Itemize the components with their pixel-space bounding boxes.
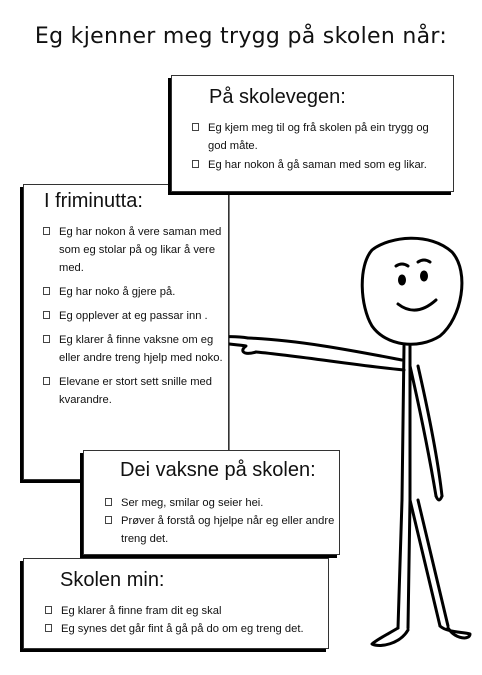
- checkbox-icon[interactable]: [105, 498, 112, 506]
- page-title: Eg kjenner meg trygg på skolen når:: [34, 24, 448, 49]
- checkbox-icon[interactable]: [43, 377, 50, 385]
- list-item: Eg klarer å finne fram dit eg skal: [45, 602, 325, 620]
- checkbox-icon[interactable]: [43, 287, 50, 295]
- list-item: Ser meg, smilar og seier hei.: [105, 494, 335, 512]
- list-item: Elevane er stort sett snille med kvarandre.: [43, 373, 225, 409]
- checkbox-icon[interactable]: [192, 123, 199, 131]
- checkbox-icon[interactable]: [192, 160, 199, 168]
- list-item: Eg synes det går fint å gå på do om eg treng det.: [45, 620, 325, 638]
- section-heading: Dei vaksne på skolen:: [120, 459, 316, 481]
- list-item: Prøver å forstå og hjelpe når eg eller andre treng det.: [105, 512, 335, 548]
- checkbox-icon[interactable]: [45, 624, 52, 632]
- checklist: [43, 223, 225, 415]
- checklist: [45, 602, 325, 638]
- checkbox-icon[interactable]: [43, 311, 50, 319]
- checkbox-icon[interactable]: [43, 335, 50, 343]
- section-heading: Skolen min:: [60, 569, 165, 591]
- list-item: Eg opplever at eg passar inn .: [43, 307, 225, 325]
- checklist: [192, 119, 447, 175]
- section-skolevegen: [171, 75, 454, 192]
- section-heading: På skolevegen:: [209, 86, 346, 108]
- section-vaksne: [83, 450, 340, 555]
- section-friminutta: [23, 184, 229, 480]
- section-heading: I friminutta:: [44, 190, 143, 212]
- list-item: Eg klarer å finne vaksne om eg eller andre treng hjelp med noko.: [43, 331, 225, 367]
- list-item: Eg har nokon å vere saman med som eg stolar på og likar å vere med.: [43, 223, 225, 277]
- section-skolen: [23, 558, 329, 649]
- list-item: Eg har nokon å gå saman med som eg likar.: [192, 156, 447, 174]
- list-item: Eg har noko å gjere på.: [43, 283, 225, 301]
- checkbox-icon[interactable]: [43, 227, 50, 235]
- checkbox-icon[interactable]: [45, 606, 52, 614]
- list-item: Eg kjem meg til og frå skolen på ein trygg og god måte.: [192, 119, 447, 155]
- checklist: [105, 494, 335, 548]
- checkbox-icon[interactable]: [105, 516, 112, 524]
